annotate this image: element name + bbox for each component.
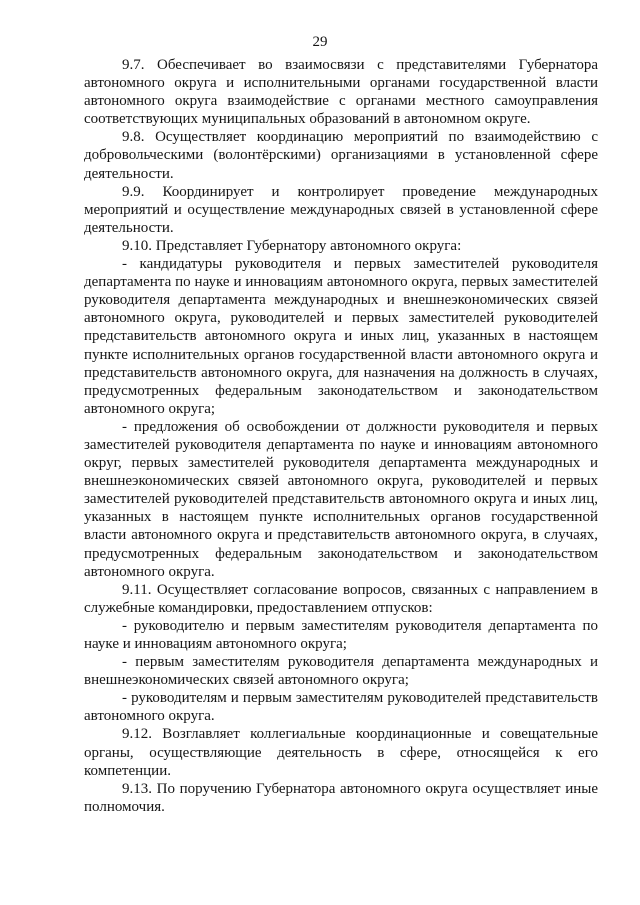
paragraph-9-9: 9.9. Координирует и контролирует проведение международных мероприятий и осуществление международных связей в установленной сфере деятельности.: [84, 183, 598, 236]
paragraph-9-8: 9.8. Осуществляет координацию мероприятий по взаимодействию с добровольческими (волонтёрскими) организациями в установленной сфере деятельности.: [84, 129, 598, 182]
list-item-science-department: - руководителю и первым заместителям руководителя департамента по науке и инновациям автономного округа;: [84, 617, 598, 652]
list-item-candidates: - кандидатуры руководителя и первых заместителей руководителя департамента по науке и инновациям автономного округа, первых заместителей руководителя департамента международных и внешнеэкономических связей автономного округа, руководителей и первых заместителей руководителей представительств автономного округа и иных лиц, указанных в настоящем пункте исполнительных органов государственной власти автономного округа и представительств автономного округа, для назначения на должность в случаях, предусмотренных федеральным законодательством и законодательством автономного округа;: [84, 256, 598, 417]
paragraph-9-13: 9.13. По поручению Губернатора автономного округа осуществляет иные полномочия.: [84, 780, 598, 815]
paragraph-9-11: 9.11. Осуществляет согласование вопросов, связанных с направлением в служебные командировки, предоставлением отпусков:: [84, 581, 598, 616]
document-body: [84, 56, 598, 816]
list-item-representative-offices: - руководителям и первым заместителям руководителей представительств автономного округа.: [84, 690, 598, 725]
list-item-international-department: - первым заместителям руководителя департамента международных и внешнеэкономических связей автономного округа;: [84, 654, 598, 689]
paragraph-9-7: 9.7. Обеспечивает во взаимосвязи с представителями Губернатора автономного округа и исполнительными органами государственной власти автономного округа взаимодействие с органами местного самоуправления соответствующих муниципальных образований в автономном округе.: [84, 57, 598, 128]
paragraph-9-10: 9.10. Представляет Губернатору автономного округа:: [122, 237, 462, 254]
page-number: 29: [312, 34, 328, 50]
list-item-dismissal-proposals: - предложения об освобождении от должности руководителя и первых заместителей руководителя департамента по науке и инновациям автономного округ, первых заместителей руководителя департамента международных и внешнеэкономических связей автономного округа, руководителей и первых заместителей руководителей представительств автономного округа и иных лиц, указанных в настоящем пункте исполнительных органов государственной власти автономного округа и представительств автономного округа, в случаях, предусмотренных федеральным законодательством и законодательством автономного округа.: [84, 418, 598, 580]
paragraph-9-12: 9.12. Возглавляет коллегиальные координационные и совещательные органы, осуществляющие деятельность в сфере, относящейся к его компетенции.: [84, 726, 598, 779]
